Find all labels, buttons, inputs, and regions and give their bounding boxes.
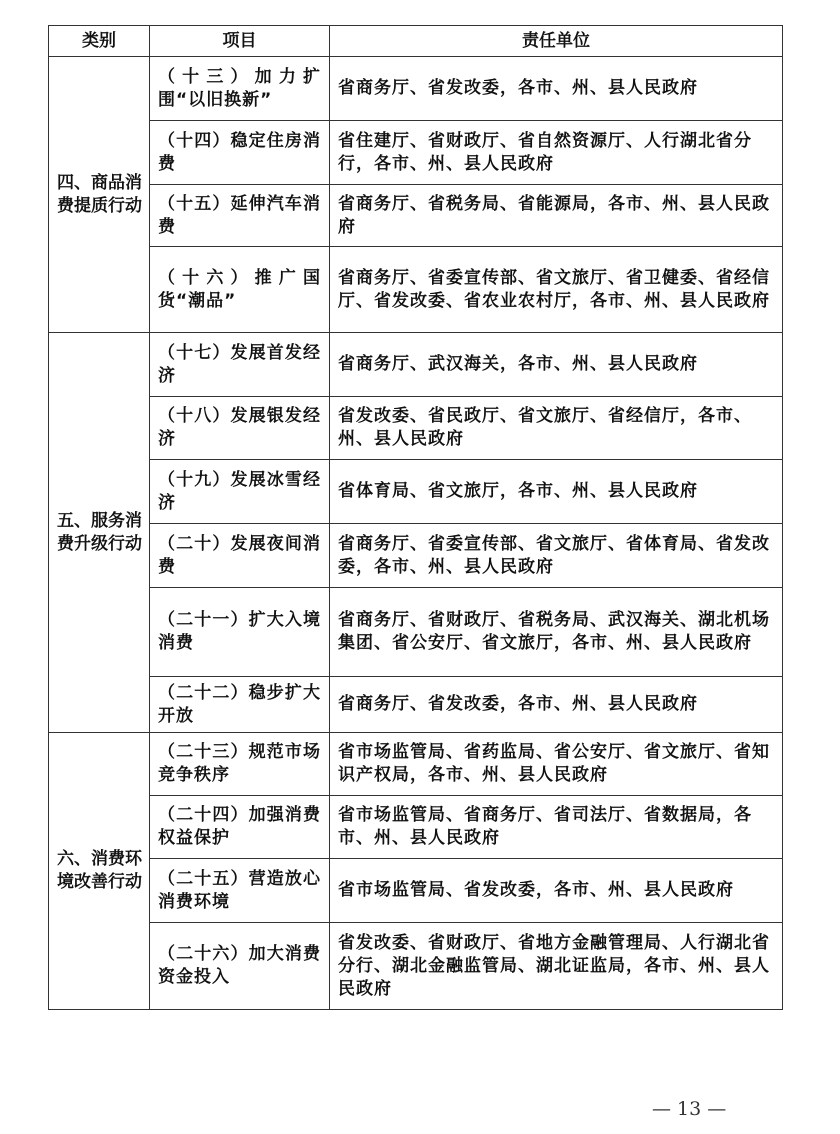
item-cell: （十三）加力扩围“以旧换新” bbox=[150, 57, 330, 121]
header-row bbox=[49, 26, 783, 57]
table-row bbox=[49, 121, 783, 185]
unit-cell: 省商务厅、省发改委，各市、州、县人民政府 bbox=[330, 677, 783, 733]
unit-cell: 省商务厅、省税务局、省能源局，各市、州、县人民政府 bbox=[330, 185, 783, 247]
item-cell: （二十五）营造放心消费环境 bbox=[150, 859, 330, 923]
item-cell: （十六）推广国货“潮品” bbox=[150, 247, 330, 333]
unit-cell: 省市场监管局、省商务厅、省司法厅、省数据局，各市、州、县人民政府 bbox=[330, 796, 783, 859]
table-row bbox=[49, 247, 783, 333]
unit-cell: 省市场监管局、省发改委，各市、州、县人民政府 bbox=[330, 859, 783, 923]
header-category: 类别 bbox=[49, 26, 150, 57]
item-cell: （二十四）加强消费权益保护 bbox=[150, 796, 330, 859]
table-row bbox=[49, 733, 783, 796]
unit-cell: 省商务厅、武汉海关，各市、州、县人民政府 bbox=[330, 333, 783, 397]
category-cell: 五、服务消费升级行动 bbox=[49, 333, 150, 733]
unit-cell: 省商务厅、省发改委，各市、州、县人民政府 bbox=[330, 57, 783, 121]
unit-cell: 省商务厅、省财政厅、省税务局、武汉海关、湖北机场集团、省公安厅、省文旅厅，各市、州、县人民政府 bbox=[330, 588, 783, 677]
item-cell: （二十）发展夜间消费 bbox=[150, 524, 330, 588]
table-row bbox=[49, 333, 783, 397]
table-row bbox=[49, 524, 783, 588]
page-number: — 13 — bbox=[652, 1098, 727, 1120]
category-cell: 六、消费环境改善行动 bbox=[49, 733, 150, 1010]
table-row bbox=[49, 57, 783, 121]
header-unit: 责任单位 bbox=[330, 26, 783, 57]
header-item: 项目 bbox=[150, 26, 330, 57]
item-cell: （十九）发展冰雪经济 bbox=[150, 460, 330, 524]
item-cell: （二十一）扩大入境消费 bbox=[150, 588, 330, 677]
unit-cell: 省体育局、省文旅厅，各市、州、县人民政府 bbox=[330, 460, 783, 524]
item-cell: （十七）发展首发经济 bbox=[150, 333, 330, 397]
item-cell: （二十三）规范市场竞争秩序 bbox=[150, 733, 330, 796]
responsibility-table bbox=[48, 25, 783, 1010]
unit-cell: 省发改委、省民政厅、省文旅厅、省经信厅，各市、州、县人民政府 bbox=[330, 397, 783, 460]
item-cell: （十四）稳定住房消费 bbox=[150, 121, 330, 185]
item-cell: （二十二）稳步扩大开放 bbox=[150, 677, 330, 733]
item-cell: （十五）延伸汽车消费 bbox=[150, 185, 330, 247]
unit-cell: 省住建厅、省财政厅、省自然资源厅、人行湖北省分行，各市、州、县人民政府 bbox=[330, 121, 783, 185]
table-row bbox=[49, 923, 783, 1010]
item-cell: （二十六）加大消费资金投入 bbox=[150, 923, 330, 1010]
unit-cell: 省发改委、省财政厅、省地方金融管理局、人行湖北省分行、湖北金融监管局、湖北证监局，各市、州、县人民政府 bbox=[330, 923, 783, 1010]
table-row bbox=[49, 859, 783, 923]
table-row bbox=[49, 460, 783, 524]
unit-cell: 省市场监管局、省药监局、省公安厅、省文旅厅、省知识产权局，各市、州、县人民政府 bbox=[330, 733, 783, 796]
table-row bbox=[49, 588, 783, 677]
table-row bbox=[49, 677, 783, 733]
item-cell: （十八）发展银发经济 bbox=[150, 397, 330, 460]
unit-cell: 省商务厅、省委宣传部、省文旅厅、省体育局、省发改委，各市、州、县人民政府 bbox=[330, 524, 783, 588]
unit-cell: 省商务厅、省委宣传部、省文旅厅、省卫健委、省经信厅、省发改委、省农业农村厅，各市、州、县人民政府 bbox=[330, 247, 783, 333]
table-row bbox=[49, 185, 783, 247]
table-row bbox=[49, 397, 783, 460]
category-cell: 四、商品消费提质行动 bbox=[49, 57, 150, 333]
table-row bbox=[49, 796, 783, 859]
